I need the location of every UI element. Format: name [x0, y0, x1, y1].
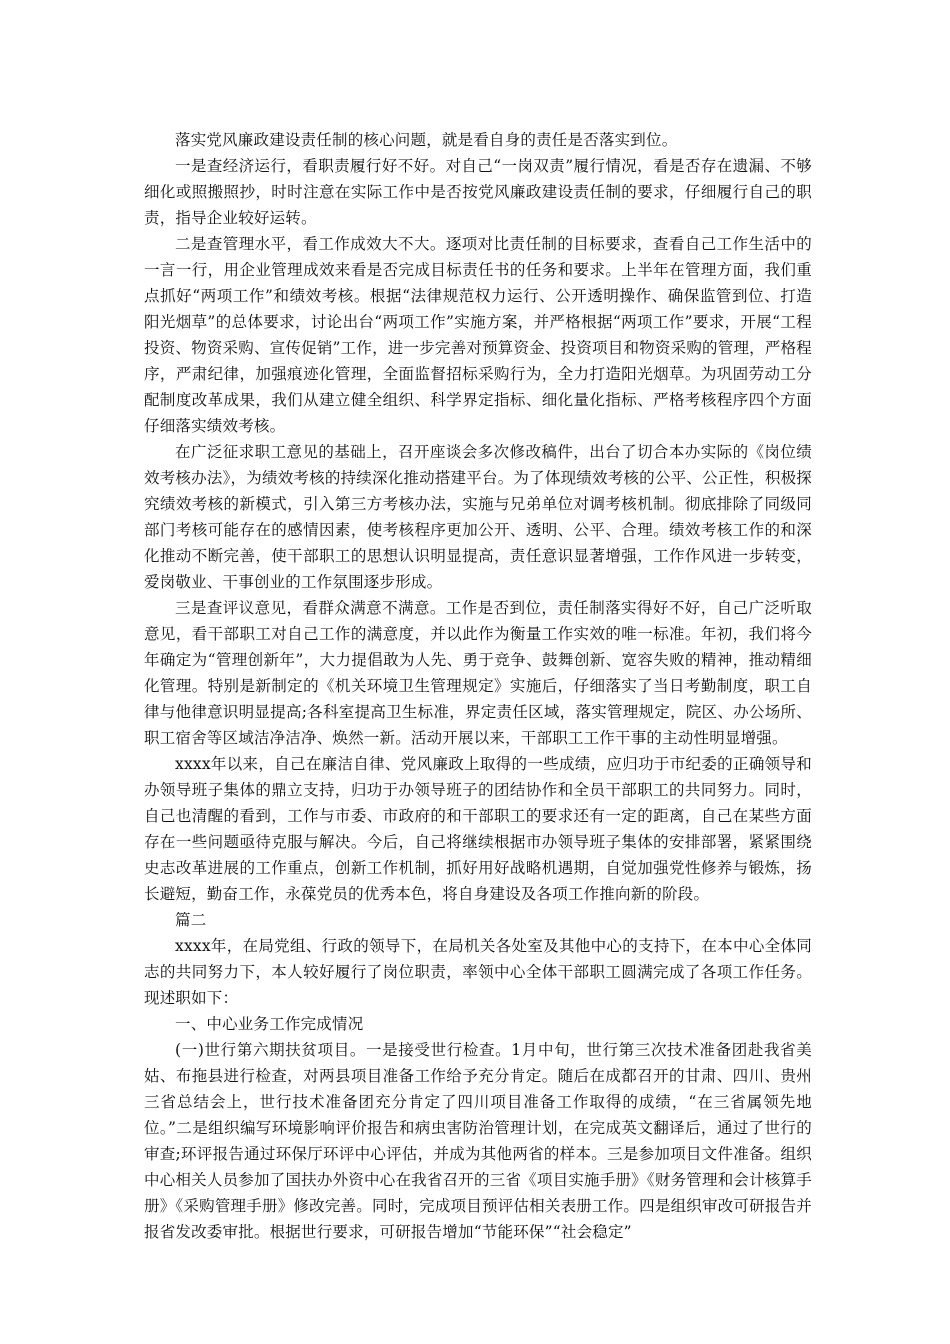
- section-heading: 一、中心业务工作完成情况: [175, 1015, 364, 1033]
- paragraph: xxxx年，在局党组、行政的领导下，在局机关各处室及其他中心的支持下，在本中心全体同志的共同努力下，本人较好履行了岗位职责，率领中心全体干部职工圆满完成了各项工作任务。现述职如下：: [144, 937, 812, 1007]
- document-body: [144, 127, 812, 1245]
- section-heading: 篇二: [175, 911, 207, 929]
- paragraph: 落实党风廉政建设责任制的核心问题，就是看自身的责任是否落实到位。: [175, 131, 678, 149]
- paragraph: 一是查经济运行，看职责履行好不好。对自己“一岗双责”履行情况，看是否存在遗漏、不够细化或照搬照抄，时时注意在实际工作中是否按党风廉政建设责任制的要求，仔细履行自己的职责，指导企业较好运转。: [144, 157, 812, 227]
- paragraph: (一)世行第六期扶贫项目。一是接受世行检查。1月中旬，世行第三次技术准备团赴我省美姑、布拖县进行检查，对两县项目准备工作给予充分肯定。随后在成都召开的甘肃、四川、贵州三省总结会上，世行技术准备团充分肯定了四川项目准备工作取得的成绩，“在三省属领先地位。”二是组织编写环境影响评价报告和病虫害防治管理计划，在完成英文翻译后，通过了世行的审查;环评报告通过环保厅环评中心评估，并成为其他两省的样本。三是参加项目文件准备。组织中心相关人员参加了国扶办外资中心在我省召开的三省《项目实施手册》《财务管理和会计核算手册》《采购管理手册》修改完善。同时，完成项目预评估相关表册工作。四是组织审改可研报告并报省发改委审批。根据世行要求，可研报告增加“节能环保”“社会稳定”: [144, 1041, 812, 1241]
- paragraph: 在广泛征求职工意见的基础上，召开座谈会多次修改稿件，出台了切合本办实际的《岗位绩效考核办法》，为绩效考核的持续深化推动搭建平台。为了体现绩效考核的公平、公正性，积极探究绩效考核的新模式，引入第三方考核办法，实施与兄弟单位对调考核机制。彻底排除了同级同部门考核可能存在的感情因素，使考核程序更加公开、透明、公平、合理。绩效考核工作的和深化推动不断完善，使干部职工的思想认识明显提高，责任意识显著增强，工作作风进一步转变，爱岗敬业、干事创业的工作氛围逐步形成。: [144, 443, 812, 591]
- paragraph: xxxx年以来，自己在廉洁自律、党风廉政上取得的一些成绩，应归功于市纪委的正确领导和办领导班子集体的鼎立支持，归功于办领导班子的团结协作和全员干部职工的共同努力。同时，自己也清醒的看到，工作与市委、市政府的和干部职工的要求还有一定的距离，自己在某些方面存在一些问题亟待克服与解决。今后，自己将继续根据市办领导班子集体的安排部署，紧紧围绕史志改革进展的工作重点，创新工作机制，抓好用好战略机遇期，自觉加强党性修养与锻炼，扬长避短，勤奋工作，永葆党员的优秀本色，将自身建设及各项工作推向新的阶段。: [144, 755, 812, 903]
- paragraph: 三是查评议意见，看群众满意不满意。工作是否到位，责任制落实得好不好，自己广泛听取意见，看干部职工对自己工作的满意度，并以此作为衡量工作实效的唯一标准。年初，我们将今年确定为“管理创新年”，大力提倡敢为人先、勇于竞争、鼓舞创新、宽容失败的精神，推动精细化管理。特别是新制定的《机关环境卫生管理规定》实施后，仔细落实了当日考勤制度，职工自律与他律意识明显提高;各科室提高卫生标准，界定责任区域，落实管理规定，院区、办公场所、职工宿舍等区域洁净洁净、焕然一新。活动开展以来，干部职工工作干事的主动性明显增强。: [144, 599, 812, 747]
- paragraph: 二是查管理水平，看工作成效大不大。逐项对比责任制的目标要求，查看自己工作生活中的一言一行，用企业管理成效来看是否完成目标责任书的任务和要求。上半年在管理方面，我们重点抓好“两项工作”和绩效考核。根据“法律规范权力运行、公开透明操作、确保监管到位、打造阳光烟草”的总体要求，讨论出台“两项工作”实施方案，并严格根据“两项工作”要求，开展“工程投资、物资采购、宣传促销”工作，进一步完善对预算资金、投资项目和物资采购的管理，严格程序，严肃纪律，加强痕迹化管理，全面监督招标采购行为，全力打造阳光烟草。为巩固劳动工分配制度改革成果，我们从建立健全组织、科学界定指标、细化量化指标、严格考核程序四个方面仔细落实绩效考核。: [144, 235, 812, 435]
